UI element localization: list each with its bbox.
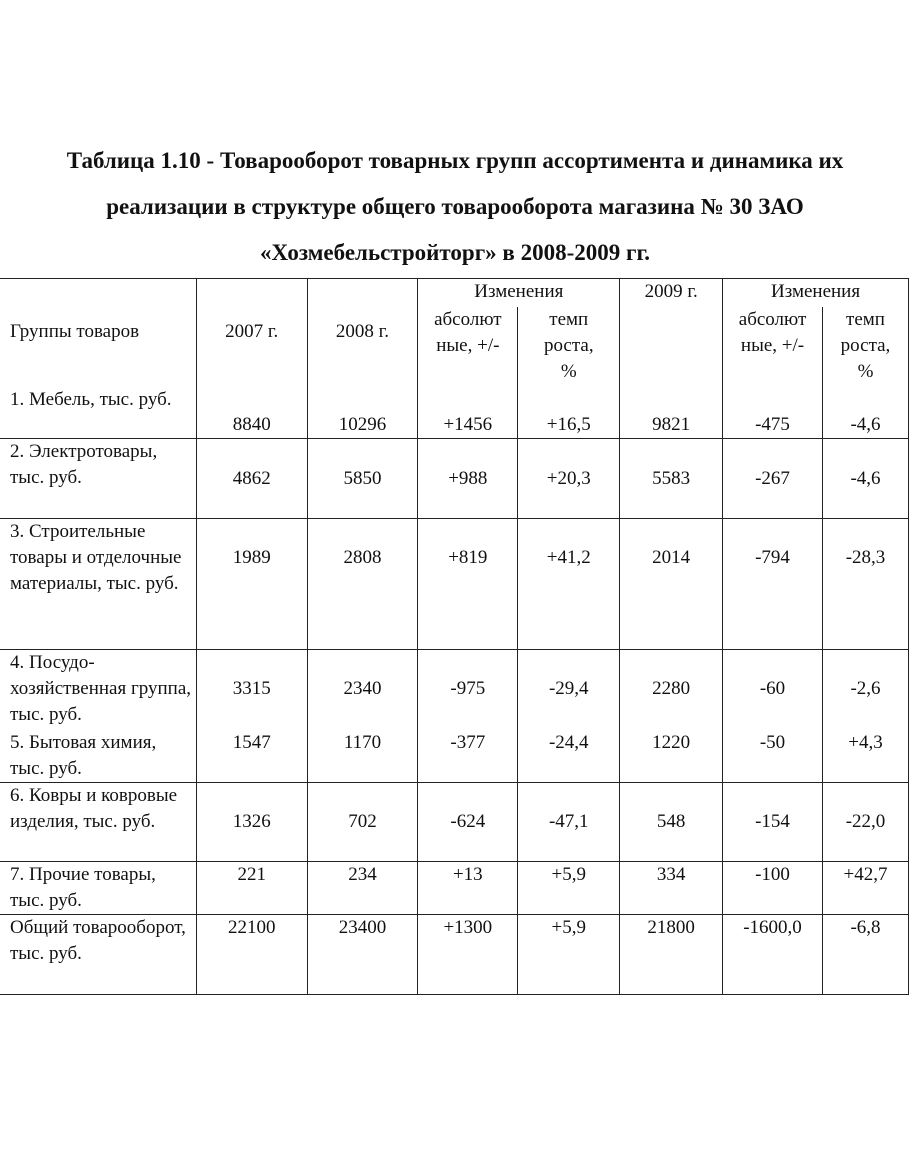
cell-2008: 5850 xyxy=(307,439,418,519)
cell-rate-1: +5,9 xyxy=(518,861,620,914)
cell-2009: 21800 xyxy=(620,914,723,994)
cell-rate-2: -2,6 xyxy=(822,650,908,730)
table-row xyxy=(0,519,909,650)
header-2007: 2007 г. xyxy=(225,321,279,342)
cell-2007: 8840 xyxy=(196,387,307,439)
cell-rate-2: -4,6 xyxy=(822,387,908,439)
cell-abs-1: -975 xyxy=(418,650,518,730)
table-row xyxy=(0,439,909,519)
table-row xyxy=(0,650,909,730)
cell-abs-1: +13 xyxy=(418,861,518,914)
cell-abs-2: -475 xyxy=(723,387,823,439)
cell-rate-1: +16,5 xyxy=(518,387,620,439)
cell-abs-1: +1456 xyxy=(418,387,518,439)
cell-2007: 1326 xyxy=(196,782,307,861)
cell-rate-1: +20,3 xyxy=(518,439,620,519)
row-name: 4. Посудо-хозяйственная группа, тыс. руб. xyxy=(0,650,196,730)
cell-2008: 702 xyxy=(307,782,418,861)
cell-2008: 10296 xyxy=(307,387,418,439)
header-2009-cell xyxy=(620,279,723,387)
cell-abs-2: -154 xyxy=(723,782,823,861)
cell-abs-2: -50 xyxy=(723,730,823,783)
cell-2007: 4862 xyxy=(196,439,307,519)
header-row-top xyxy=(0,279,909,307)
header-2007-cell xyxy=(196,279,307,387)
table-caption xyxy=(0,138,910,276)
cell-2009: 548 xyxy=(620,782,723,861)
cell-2008: 23400 xyxy=(307,914,418,994)
cell-2007: 1989 xyxy=(196,519,307,650)
table-row xyxy=(0,782,909,861)
cell-rate-2: -22,0 xyxy=(822,782,908,861)
cell-2007: 22100 xyxy=(196,914,307,994)
header-changes-1: Изменения xyxy=(418,279,620,307)
cell-rate-2: +4,3 xyxy=(822,730,908,783)
table-row xyxy=(0,730,909,783)
row-name: 5. Бытовая химия, тыс. руб. xyxy=(0,730,196,783)
cell-2008: 2340 xyxy=(307,650,418,730)
cell-2008: 234 xyxy=(307,861,418,914)
row-name: 7. Прочие товары, тыс. руб. xyxy=(0,861,196,914)
cell-2007: 221 xyxy=(196,861,307,914)
row-name: Общий товарооборот, тыс. руб. xyxy=(0,914,196,994)
header-group-cell xyxy=(0,279,196,387)
caption-line-2: реализации в структуре общего товарооборота магазина № 30 ЗАО xyxy=(106,194,804,219)
cell-2008: 2808 xyxy=(307,519,418,650)
header-2008-cell xyxy=(307,279,418,387)
cell-2007: 1547 xyxy=(196,730,307,783)
header-rate-2: темп роста, % xyxy=(822,307,908,387)
cell-abs-1: +819 xyxy=(418,519,518,650)
cell-abs-1: -624 xyxy=(418,782,518,861)
header-2009: 2009 г. xyxy=(644,281,698,302)
cell-abs-2: -60 xyxy=(723,650,823,730)
row-name: 1. Мебель, тыс. руб. xyxy=(0,387,196,439)
header-changes-2: Изменения xyxy=(723,279,909,307)
cell-abs-2: -1600,0 xyxy=(723,914,823,994)
cell-rate-1: -29,4 xyxy=(518,650,620,730)
row-name: 3. Строительные товары и отделочные материалы, тыс. руб. xyxy=(0,519,196,650)
cell-2009: 2280 xyxy=(620,650,723,730)
header-group: Группы товаров xyxy=(10,321,140,342)
table-row xyxy=(0,861,909,914)
caption-line-3: «Хозмебельстройторг» в 2008-2009 гг. xyxy=(259,240,651,265)
cell-rate-1: -47,1 xyxy=(518,782,620,861)
header-abs-2: абсолют ные, +/- xyxy=(723,307,823,387)
cell-abs-1: -377 xyxy=(418,730,518,783)
cell-abs-2: -100 xyxy=(723,861,823,914)
cell-2009: 5583 xyxy=(620,439,723,519)
cell-abs-2: -794 xyxy=(723,519,823,650)
header-rate-1: темп роста, % xyxy=(518,307,620,387)
cell-2009: 9821 xyxy=(620,387,723,439)
cell-rate-2: +42,7 xyxy=(822,861,908,914)
cell-2008: 1170 xyxy=(307,730,418,783)
cell-rate-2: -4,6 xyxy=(822,439,908,519)
cell-rate-1: -24,4 xyxy=(518,730,620,783)
cell-2009: 1220 xyxy=(620,730,723,783)
row-name: 2. Электротовары, тыс. руб. xyxy=(0,439,196,519)
cell-2009: 334 xyxy=(620,861,723,914)
cell-rate-2: -28,3 xyxy=(822,519,908,650)
cell-rate-2: -6,8 xyxy=(822,914,908,994)
header-2008: 2008 г. xyxy=(335,321,390,342)
table-row-total xyxy=(0,914,909,994)
caption-line-1: Таблица 1.10 - Товарооборот товарных групп ассортимента и динамика их xyxy=(66,148,844,173)
table-row xyxy=(0,387,909,439)
cell-2007: 3315 xyxy=(196,650,307,730)
turnover-table xyxy=(0,278,909,995)
cell-rate-1: +41,2 xyxy=(518,519,620,650)
cell-rate-1: +5,9 xyxy=(518,914,620,994)
cell-abs-2: -267 xyxy=(723,439,823,519)
cell-2009: 2014 xyxy=(620,519,723,650)
cell-abs-1: +988 xyxy=(418,439,518,519)
row-name: 6. Ковры и ковровые изделия, тыс. руб. xyxy=(0,782,196,861)
header-abs-1: абсолют ные, +/- xyxy=(418,307,518,387)
cell-abs-1: +1300 xyxy=(418,914,518,994)
